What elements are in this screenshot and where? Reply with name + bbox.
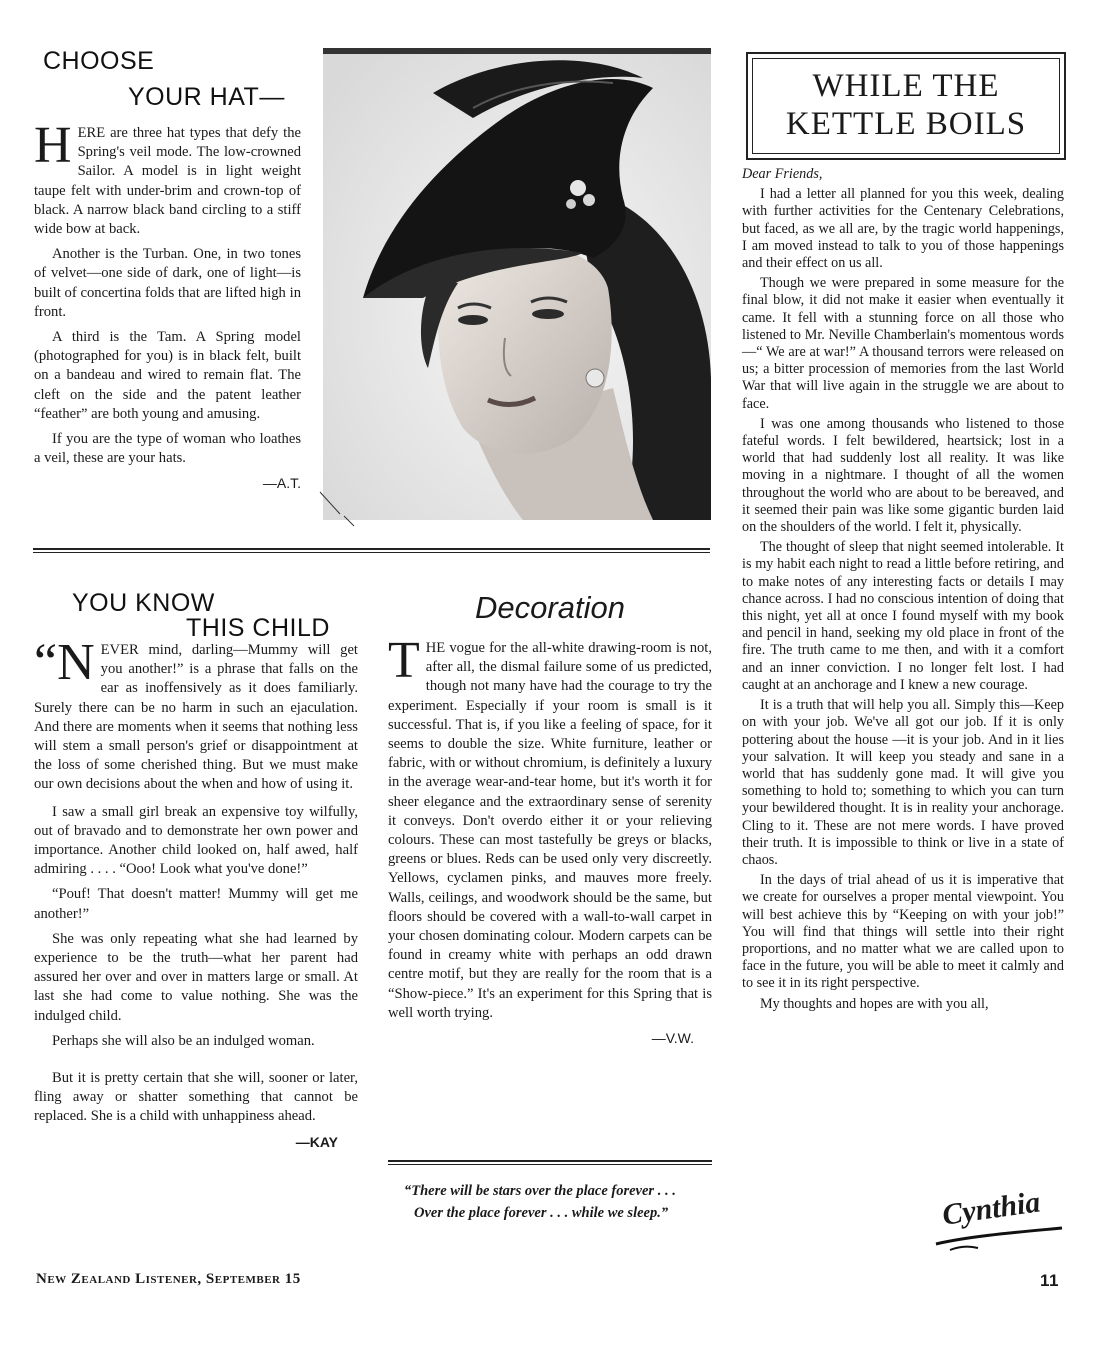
woman-in-hat-illustration (323, 48, 711, 520)
section-divider-top (33, 548, 710, 553)
decoration-dropcap: T (388, 632, 420, 689)
hat-para-3: Another is the Turban. One, in two tones of velvet—one side of dark, one of light—is built of concertina folds that are lifted high in front. (34, 246, 301, 320)
child-para-5: Perhaps she will also be an indulged woman. (52, 1032, 315, 1049)
kettle-title-box (746, 52, 1066, 160)
decoration-article (388, 632, 712, 1048)
hat-para-5: If you are the type of woman who loathes a veil, these are your hats. (34, 431, 301, 467)
kettle-salutation: Dear Friends, (742, 166, 823, 182)
kettle-para-2: Though we were prepared in some measure for the final blow, it did not make it easier when eventually it came. It fell with a stunning force on all those who listened to Mr. Neville Chamberlain's momentous words —“ We are at war!” A thousand terrors were released on us; a bitter procession of memories from the last World War that will live again in the struggle we are about to face. (742, 275, 1064, 412)
hat-title-line2: YOUR HAT— (128, 83, 285, 111)
quote-divider (388, 1160, 712, 1165)
kettle-para-5: It is a truth that will help you all. Simply this—Keep on with your job. We've all got our job. If it is only pottering about the house —it is your job. And in it lies your salvation. It will keep you steady and sane in a world that has suddenly gone mad. It will give you something to hold to; something to which you can turn your bewildered thought. It is in reality your anchorage. Cling to it. These are not mere words. I have proved their truth. It is impossible to think or live in a state of chaos. (742, 697, 1064, 868)
child-article (34, 634, 358, 1152)
kettle-para-1: I had a letter all planned for you this week, dealing with further activities for the Centenary Celebrations, but faced, as we all are, by the tragic world happenings, I am moved instead to talk to you of those happenings and their effect on us all. (742, 186, 1064, 272)
hat-title-line1: CHOOSE (43, 47, 155, 75)
quote-line-1: “There will be stars over the place forever . . . (404, 1183, 676, 1199)
kettle-title: WHILE THE KETTLE BOILS (752, 58, 1060, 154)
child-para-4: She was only repeating what she had learned by experience to be the truth—what her parent had assured her over and over in matters large or small. At last she had come to value nothing. She was the indulged child. (34, 930, 358, 1024)
hat-para-4: A third is the Tam. A Spring model (photographed for you) is in black felt, built on a bandeau and wired to remain flat. The cleft on the side and the patent leather “feather” are both young and amusing. (34, 329, 301, 422)
signature-underline (930, 1224, 1070, 1252)
kettle-para-7: My thoughts and hopes are with you all, (760, 995, 989, 1012)
hat-para-1: H ERE are three hat types that defy the Spring's veil mode. The low-crowned Sailor. A model is in light weight taupe felt with under-brim and crown-top of black. A narrow black band circling to a stiff wide bow at back. (34, 117, 301, 238)
closing-quote (404, 1182, 704, 1222)
child-para-1: “N EVER mind, darling—Mummy will get you another!” is a phrase that falls on the ear as inoffensively as it does familiarly. Surely there can be no harm in such an ejaculation. And there are moments when it seems that nothing less will stem a small person's grief or disappointment at the loss of some cherished thing. But we must make our own decisions about the when and how of using it. (34, 634, 358, 793)
child-para-3: “Pouf! That doesn't matter! Mummy will get me another!” (34, 886, 358, 922)
hat-signature: —A.T. (262, 475, 301, 492)
hat-dropcap: H (34, 117, 72, 174)
decoration-title: Decoration (475, 590, 625, 625)
kettle-letter (742, 166, 1064, 1016)
child-para-6: But it is pretty certain that she will, sooner or later, fling away or shatter something that cannot be replaced. She is a child with unhappiness ahead. (34, 1070, 358, 1125)
page-number: 11 (1040, 1271, 1059, 1290)
child-signature: —KAY (295, 1133, 338, 1150)
cynthia-signature: Cynthia (930, 1180, 1070, 1255)
decoration-para-1: T HE vogue for the all-white drawing-room is not, after all, the dismal failure some of us predicted, though not many have had the courage to try the experiment. Especially if your room is small is it successful. That is, if you like a feeling of space, for it seems to double the size. White furniture, leather or fabric, with or without chromium, is definitely a luxury in the average wear-and-tear home, but it's worth it for sheer elegance and the extraordinary sense of serenity it conveys. Don't overdo either it or your relieving colours. These can most tastefully be greys or blacks, greens or blues. Reds can be used only very discreetly. Yellows, cyclamen pinks, and mauves more freely. Walls, ceilings, and woodwork should be the same, but floors should be covered with a wall-to-wall carpet in your chosen dominating colour. Modern carpets can be found in creamy white with perhaps an odd drawn centre motif, but they are really for the room that is a “Show-piece.” It's an experiment for this Spring that is well worth trying. (388, 632, 712, 1021)
hat-model-photo (323, 48, 711, 520)
quote-line-2: Over the place forever . . . while we sleep.” (414, 1205, 669, 1221)
kettle-para-6: In the days of trial ahead of us it is imperative that we create for ourselves a proper mental viewpoint. You will best achieve this by “Keeping on with your job!” You will find that things will settle into their right proportions, and no matter what we are called upon to face in the future, you will be able to meet it calmly and to see it in its right perspective. (742, 872, 1064, 992)
child-title-line1: YOU KNOW (72, 589, 215, 617)
publication-footer: New Zealand Listener, September 15 (36, 1271, 301, 1287)
kettle-para-3: I was one among thousands who listened to those fateful words. I felt bewildered, heartsick; lost in a world that had suddenly lost all reality. It was like moving in a nightmare. I thought of all the women throughout the world who are about to be bereaved, and it seemed their pain was like some gigantic burden laid on the shoulders of the world. I felt it, physically. (742, 415, 1064, 536)
kettle-para-4: The thought of sleep that night seemed intolerable. It is my habit each night to read a little before retiring, and to make notes of any interesting facts or details I may chance across. I had no conscious intention of doing that this night, yet all at once I found myself with my book and pencil in hand, seeking my old place in front of the fire. The truth came to me then, and with it a comfort and an inner conviction. I no longer felt lost. I had caught at an anchorage and I knew a new courage. (742, 539, 1064, 693)
child-dropcap: “N (34, 634, 95, 691)
child-title-line2: THIS CHILD (186, 614, 330, 642)
photo-pointer-lines (318, 488, 358, 528)
decoration-signature: —V.W. (651, 1030, 694, 1047)
hat-article (34, 117, 301, 494)
child-para-2: I saw a small girl break an expensive toy wilfully, out of bravado and to demonstrate her own power and importance. Another child looked on, half awed, half admiring . . . . “Ooo! Look what you've done!” (34, 803, 358, 878)
